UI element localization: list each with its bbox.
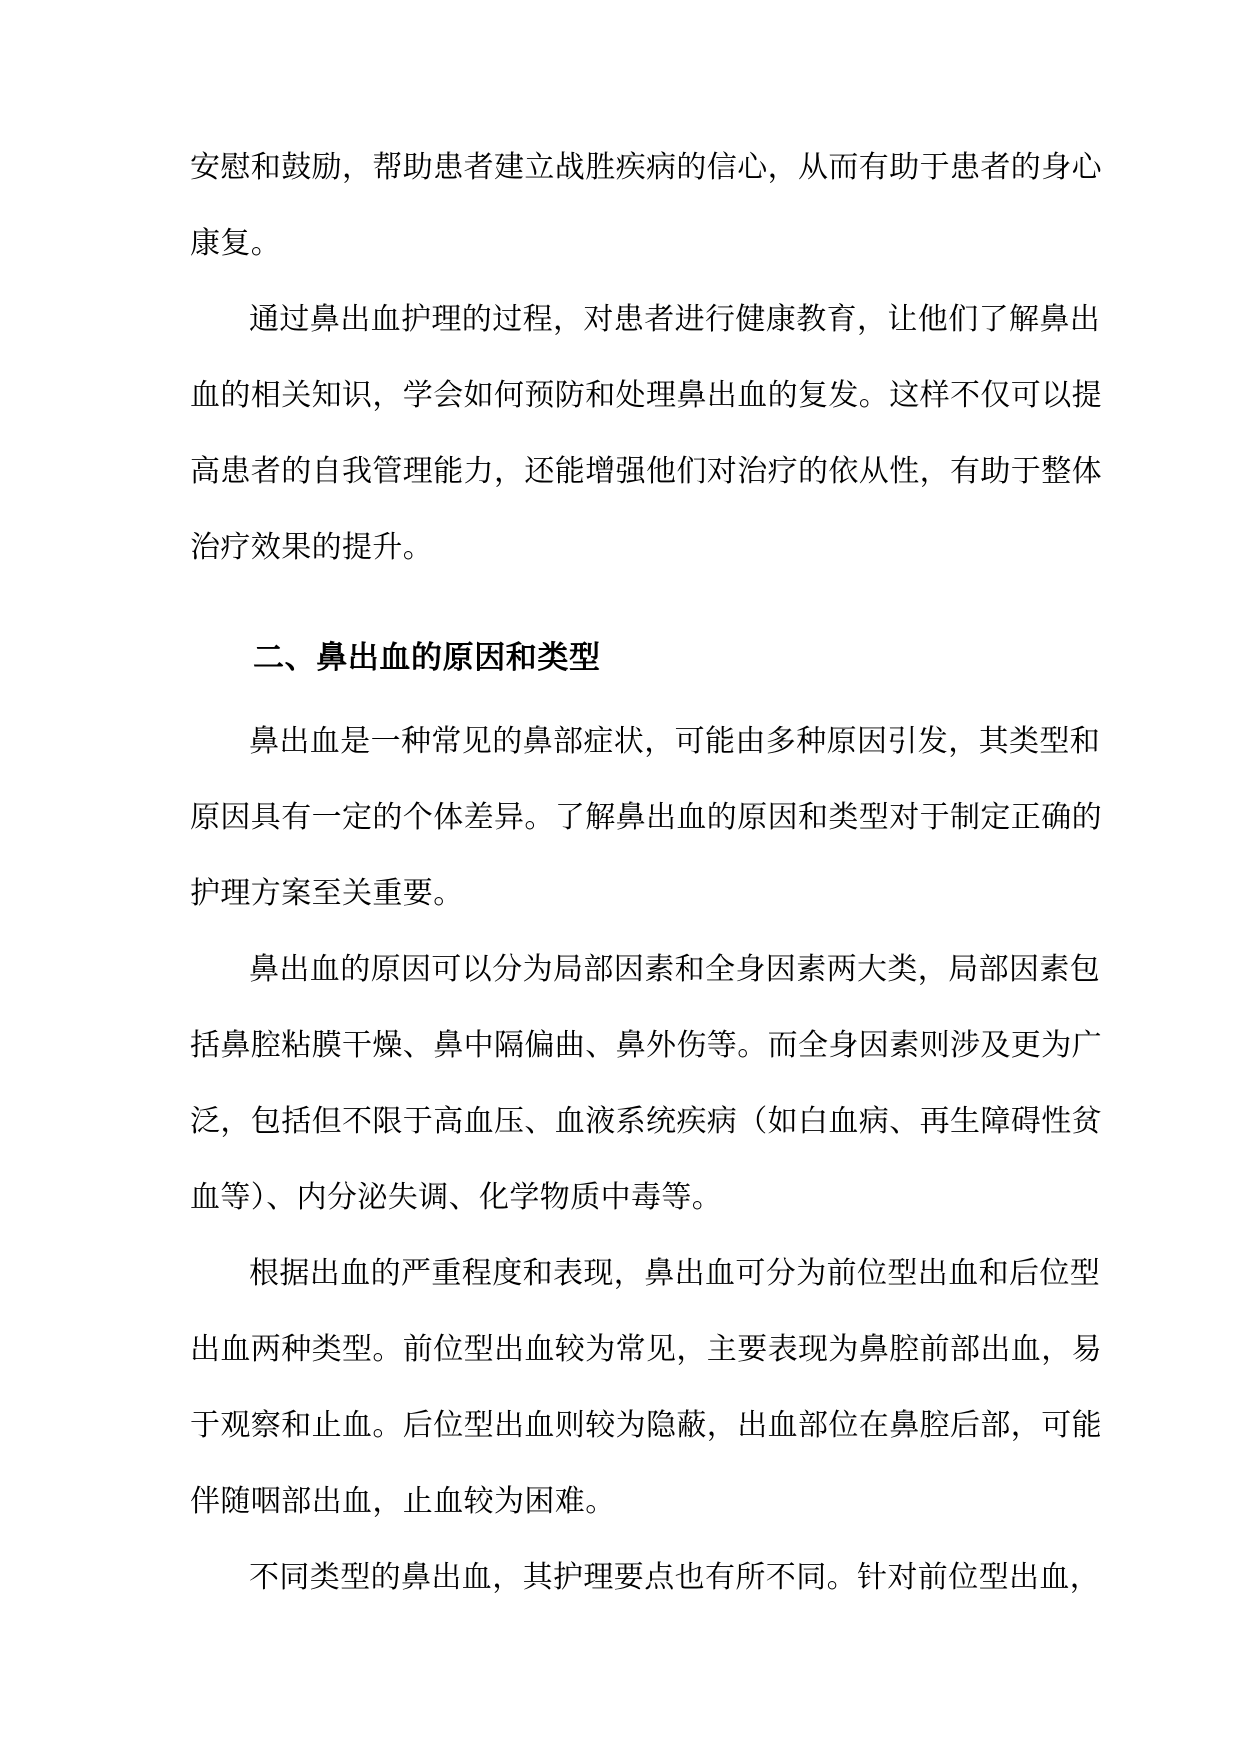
text-line: 康复。 <box>190 226 282 261</box>
text-line: 不同类型的鼻出血，其护理要点也有所不同。针对前位型出血， <box>249 1560 1101 1595</box>
text-line: 护理方案至关重要。 <box>190 876 464 911</box>
text-line: 括鼻腔粘膜干燥、鼻中隔偏曲、鼻外伤等。而全身因素则涉及更为广 <box>190 1028 1102 1063</box>
text-line: 泛，包括但不限于高血压、血液系统疾病（如白血病、再生障碍性贫 <box>190 1104 1102 1139</box>
text-line: 于观察和止血。后位型出血则较为隐蔽，出血部位在鼻腔后部，可能 <box>190 1408 1102 1443</box>
text-line: 鼻出血的原因可以分为局部因素和全身因素两大类，局部因素包 <box>249 952 1101 987</box>
text-line: 原因具有一定的个体差异。了解鼻出血的原因和类型对于制定正确的 <box>190 800 1102 835</box>
text-line: 血的相关知识，学会如何预防和处理鼻出血的复发。这样不仅可以提 <box>190 378 1102 413</box>
text-line: 安慰和鼓励，帮助患者建立战胜疾病的信心，从而有助于患者的身心 <box>190 150 1102 185</box>
text-line: 高患者的自我管理能力，还能增强他们对治疗的依从性，有助于整体 <box>190 454 1102 489</box>
section-heading: 二、鼻出血的原因和类型 <box>253 640 601 676</box>
text-line: 血等）、内分泌失调、化学物质中毒等。 <box>190 1180 723 1215</box>
text-line: 鼻出血是一种常见的鼻部症状，可能由多种原因引发，其类型和 <box>249 724 1101 759</box>
text-line: 治疗效果的提升。 <box>190 530 434 565</box>
text-line: 伴随咽部出血，止血较为困难。 <box>190 1484 616 1519</box>
text-line: 出血两种类型。前位型出血较为常见，主要表现为鼻腔前部出血，易 <box>190 1332 1102 1367</box>
text-line: 通过鼻出血护理的过程，对患者进行健康教育，让他们了解鼻出 <box>249 302 1101 337</box>
text-line: 根据出血的严重程度和表现，鼻出血可分为前位型出血和后位型 <box>249 1256 1101 1291</box>
